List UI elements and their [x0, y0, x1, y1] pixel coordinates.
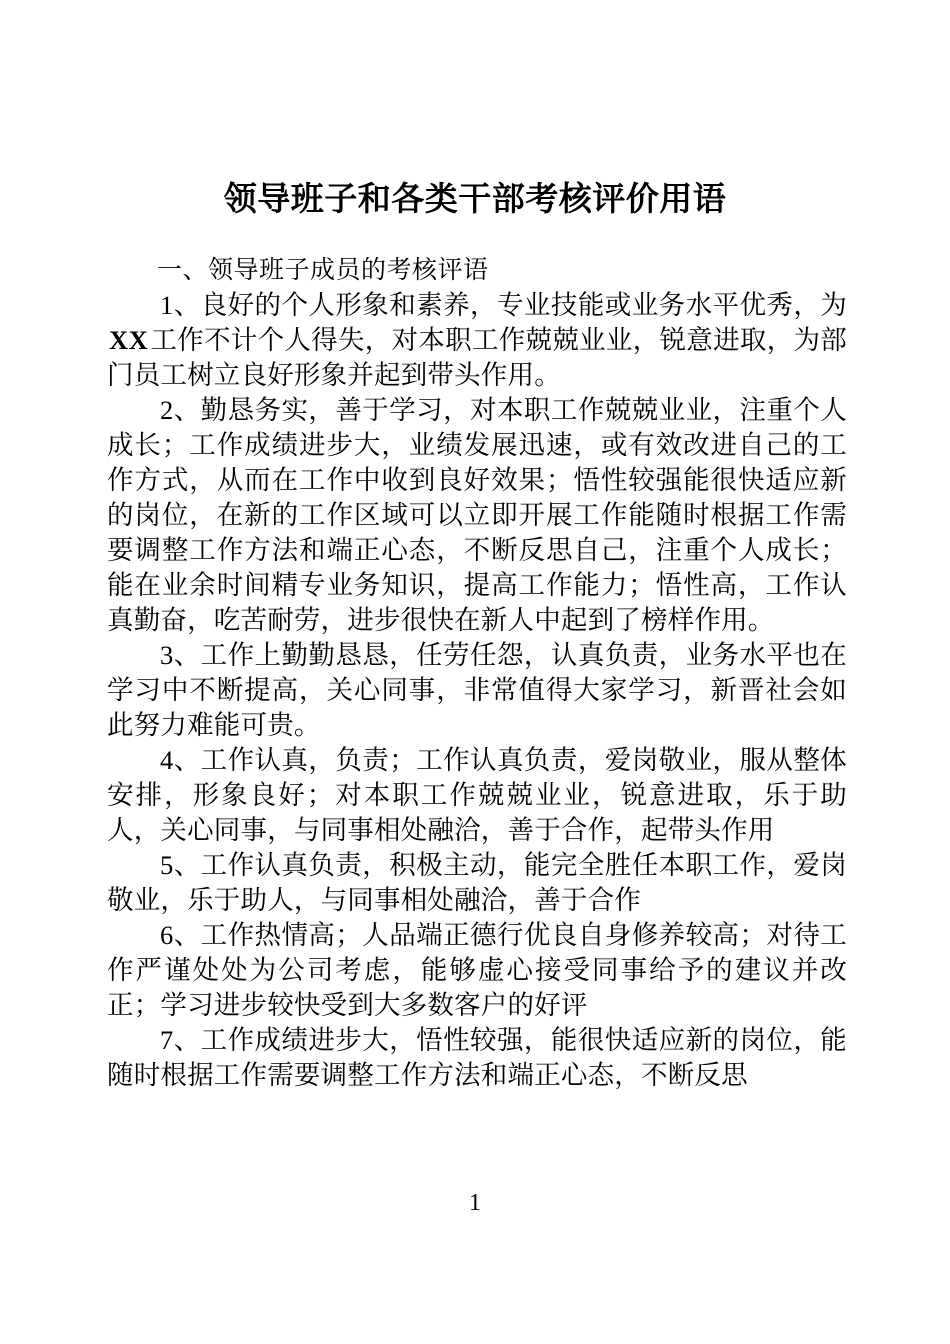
paragraph-6 [107, 918, 847, 1023]
paragraph-4 [107, 743, 847, 848]
paragraph-1-text-b: 工作不计个人得失，对本职工作兢兢业业，锐意进取，为部门员工树立良好形象并起到带头作用。 [107, 325, 847, 390]
paragraph-7 [107, 1023, 847, 1093]
paragraph-6-number: 6、 [160, 920, 201, 950]
section-heading: 一、领导班子成员的考核评语 [157, 256, 489, 284]
paragraph-7-text: 工作成绩进步大，悟性较强，能很快适应新的岗位，能随时根据工作需要调整工作方法和端正心态，不断反思 [107, 1025, 847, 1090]
paragraph-3-number: 3、 [160, 640, 201, 670]
document-body [107, 252, 847, 1093]
paragraph-2-number: 2、 [160, 395, 201, 425]
paragraph-5 [107, 848, 847, 918]
paragraph-1-latin: XX [109, 325, 149, 355]
paragraph-4-text: 工作认真，负责；工作认真负责，爱岗敬业，服从整体安排，形象良好；对本职工作兢兢业业，锐意进取，乐于助人，关心同事，与同事相处融洽，善于合作，起带头作用 [107, 745, 847, 845]
paragraph-4-number: 4、 [160, 745, 201, 775]
paragraph-2 [107, 393, 847, 638]
paragraph-5-number: 5、 [160, 850, 201, 880]
paragraph-1 [107, 288, 847, 393]
paragraph-3 [107, 638, 847, 743]
paragraph-6-text: 工作热情高；人品端正德行优良自身修养较高；对待工作严谨处处为公司考虑，能够虚心接受同事给予的建议并改正；学习进步较快受到大多数客户的好评 [107, 920, 847, 1020]
paragraph-3-text: 工作上勤勤恳恳，任劳任怨，认真负责，业务水平也在学习中不断提高，关心同事，非常值得大家学习，新晋社会如此努力难能可贵。 [107, 640, 847, 740]
page-title: 领导班子和各类干部考核评价用语 [223, 182, 727, 219]
paragraph-5-text: 工作认真负责，积极主动，能完全胜任本职工作，爱岗敬业，乐于助人，与同事相处融洽，善于合作 [107, 850, 847, 915]
paragraph-1-number: 1、 [160, 290, 201, 320]
paragraph-2-text: 勤恳务实，善于学习，对本职工作兢兢业业，注重个人成长；工作成绩进步大，业绩发展迅速，或有效改进自己的工作方式，从而在工作中收到良好效果；悟性较强能很快适应新的岗位，在新的工作区域可以立即开展工作能随时根据工作需要调整工作方法和端正心态，不断反思自己，注重个人成长；能在业余时间精专业务知识，提高工作能力；悟性高，工作认真勤奋，吃苦耐劳，进步很快在新人中起到了榜样作用。 [107, 395, 847, 635]
paragraph-1-text-a: 良好的个人形象和素养，专业技能或业务水平优秀，为 [200, 290, 847, 320]
page-number: 1 [469, 1190, 481, 1216]
paragraph-7-number: 7、 [160, 1025, 201, 1055]
